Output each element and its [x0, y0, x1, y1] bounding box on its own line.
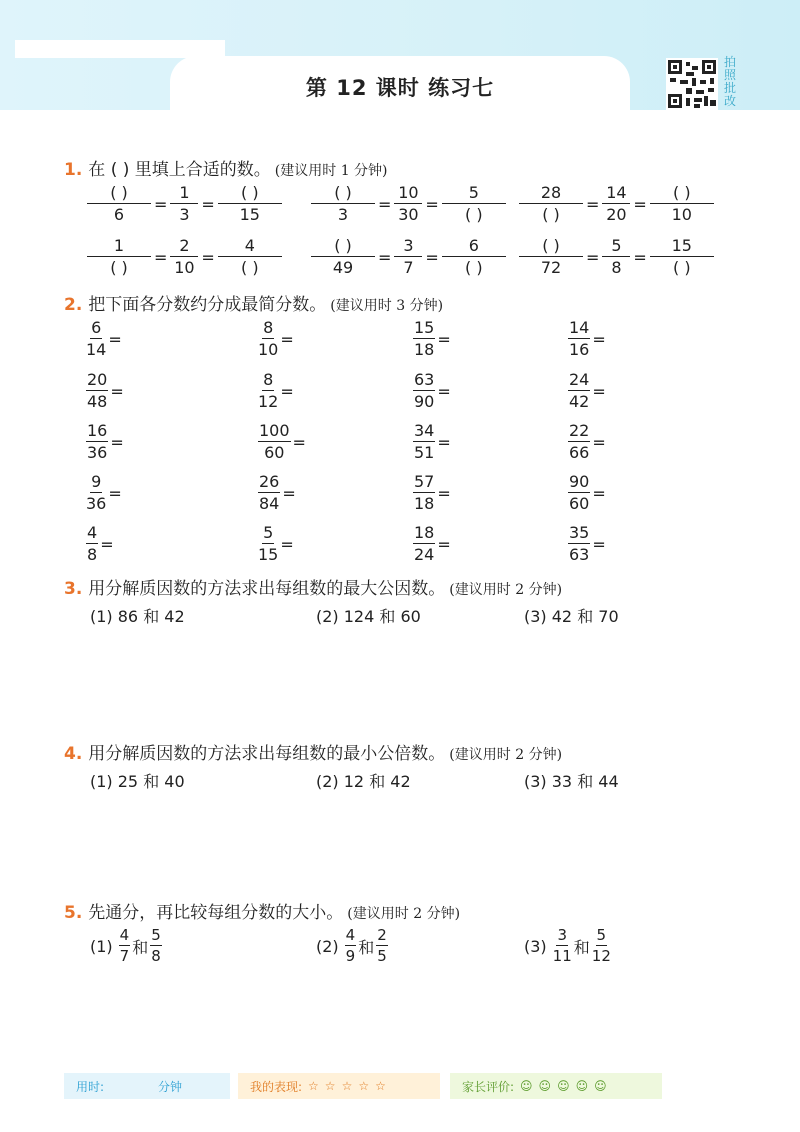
- equals-sign: =: [586, 247, 600, 267]
- question-text: 把下面各分数约分成最简分数。: [88, 295, 327, 315]
- denominator: ( ): [110, 258, 128, 277]
- denominator: 18: [414, 340, 435, 359]
- fraction: [603, 238, 629, 276]
- equals-sign: =: [378, 194, 392, 214]
- equals-sign: =: [437, 534, 451, 554]
- numerator: 3: [394, 238, 422, 257]
- denominator: ( ): [542, 205, 560, 224]
- fraction: [258, 423, 291, 461]
- fraction: [312, 238, 374, 276]
- numerator: ( ): [311, 238, 375, 257]
- scan-char: 改: [723, 94, 736, 108]
- equals-sign: =: [154, 247, 168, 267]
- denominator: 18: [414, 494, 435, 513]
- page-title: 第 12 课时 练习七: [305, 76, 495, 100]
- fraction-equation: [312, 238, 505, 276]
- equals-sign: =: [280, 534, 294, 554]
- and-word: 和: [132, 937, 149, 957]
- equals-sign: =: [592, 329, 606, 349]
- fraction: [171, 185, 197, 223]
- fraction: [568, 474, 590, 512]
- smiley-rating-icon[interactable]: ☺☺☺☺☺: [520, 1079, 613, 1093]
- denominator: 84: [259, 494, 280, 513]
- equals-sign: =: [108, 483, 122, 503]
- reduce-item: [258, 423, 306, 461]
- compare-item: [316, 928, 388, 964]
- compare-item: [90, 928, 162, 964]
- denominator: 15: [258, 545, 279, 564]
- fraction: [395, 185, 421, 223]
- denominator: ( ): [241, 258, 259, 277]
- equals-sign: =: [378, 247, 392, 267]
- denominator: 3: [179, 205, 190, 224]
- fraction: [520, 185, 582, 223]
- denominator: 49: [332, 258, 354, 277]
- fraction: [603, 185, 629, 223]
- numerator: 16: [87, 421, 108, 440]
- numerator: 90: [569, 472, 590, 491]
- denominator: 36: [86, 494, 107, 513]
- numerator: 3: [557, 926, 567, 944]
- numerator: 4: [218, 238, 282, 257]
- fraction: [86, 474, 106, 512]
- numerator: ( ): [87, 185, 151, 204]
- equals-sign: =: [592, 483, 606, 503]
- equals-sign: =: [437, 381, 451, 401]
- time-unit: 分钟: [158, 1079, 183, 1094]
- equals-sign: =: [282, 483, 296, 503]
- fraction: [219, 238, 281, 276]
- scan-correct-label: [722, 56, 738, 108]
- q4-item-3: (3) 33 和 44: [524, 772, 619, 791]
- numerator: 15: [414, 318, 435, 337]
- denominator: ( ): [465, 205, 483, 224]
- fraction: [258, 372, 278, 410]
- and-word: 和: [358, 937, 375, 957]
- reduce-item: [413, 423, 451, 461]
- numerator: 100: [259, 421, 290, 440]
- numerator: 6: [442, 238, 506, 257]
- denominator: 12: [591, 947, 611, 965]
- scan-char: 照: [723, 68, 736, 82]
- numerator: ( ): [650, 185, 714, 204]
- numerator: 4: [87, 523, 98, 542]
- numerator: 35: [569, 523, 590, 542]
- question-4: [64, 739, 562, 764]
- fraction: [171, 238, 197, 276]
- question-number: 5.: [64, 903, 83, 923]
- q3-item-3: (3) 42 和 70: [524, 607, 619, 626]
- fraction: [119, 928, 131, 964]
- time-hint: (建议用时 3 分钟): [330, 298, 444, 314]
- numerator: 1: [87, 238, 151, 257]
- equals-sign: =: [201, 247, 215, 267]
- numerator: 24: [569, 370, 590, 389]
- question-text: 先通分，再比较每组分数的大小。: [88, 903, 344, 923]
- numerator: 9: [91, 472, 102, 491]
- reduce-item: [568, 474, 606, 512]
- numerator: 22: [569, 421, 590, 440]
- equals-sign: =: [437, 483, 451, 503]
- equals-sign: =: [586, 194, 600, 214]
- equals-sign: =: [592, 534, 606, 554]
- fraction: [651, 238, 713, 276]
- denominator: 72: [540, 258, 562, 277]
- numerator: 28: [519, 185, 583, 204]
- reduce-item: [86, 474, 122, 512]
- numerator: 8: [263, 370, 274, 389]
- denominator: 60: [569, 494, 590, 513]
- fraction: [520, 238, 582, 276]
- question-number: 1.: [64, 160, 83, 180]
- equals-sign: =: [280, 381, 294, 401]
- numerator: 63: [414, 370, 435, 389]
- numerator: 14: [569, 318, 590, 337]
- question-text: 用分解质因数的方法求出每组数的最大公因数。: [88, 579, 446, 599]
- numerator: 20: [87, 370, 108, 389]
- q4-item-1: (1) 25 和 40: [90, 772, 185, 791]
- compare-item: [524, 928, 611, 964]
- denominator: ( ): [465, 258, 483, 277]
- reduce-item: [258, 525, 294, 563]
- denominator: 24: [414, 545, 435, 564]
- denominator: 51: [414, 443, 435, 462]
- denominator: 7: [403, 258, 414, 277]
- numerator: 57: [414, 472, 435, 491]
- numerator: 4: [345, 926, 356, 944]
- denominator: 20: [606, 205, 627, 224]
- denominator: ( ): [673, 258, 691, 277]
- reduce-item: [86, 372, 124, 410]
- equals-sign: =: [110, 381, 124, 401]
- reduce-item: [86, 525, 114, 563]
- denominator: 10: [174, 258, 195, 277]
- denominator: 5: [377, 947, 387, 965]
- denominator: 3: [337, 205, 349, 224]
- numerator: 1: [170, 185, 198, 204]
- denominator: 36: [87, 443, 108, 462]
- reduce-item: [568, 372, 606, 410]
- denominator: 6: [113, 205, 125, 224]
- numerator: ( ): [311, 185, 375, 204]
- denominator: 63: [569, 545, 590, 564]
- fraction: [443, 185, 505, 223]
- denominator: 12: [258, 392, 279, 411]
- question-1: [64, 155, 388, 180]
- parent-review-label: 家长评价:: [462, 1079, 515, 1094]
- reduce-item: [568, 525, 606, 563]
- question-number: 2.: [64, 295, 83, 315]
- equals-sign: =: [292, 432, 306, 452]
- reduce-item: [568, 320, 606, 358]
- reduce-item: [258, 474, 296, 512]
- denominator: 9: [345, 947, 356, 965]
- question-text: 用分解质因数的方法求出每组数的最小公倍数。: [88, 744, 446, 764]
- reduce-item: [568, 423, 606, 461]
- equals-sign: =: [592, 381, 606, 401]
- numerator: 5: [442, 185, 506, 204]
- fraction: [592, 928, 611, 964]
- time-hint: (建议用时 2 分钟): [449, 747, 563, 763]
- fraction: [413, 423, 435, 461]
- fraction-equation: [88, 238, 281, 276]
- fraction: [395, 238, 421, 276]
- reduce-item: [86, 423, 124, 461]
- star-rating-icon[interactable]: ☆☆☆☆☆: [308, 1079, 392, 1093]
- denominator: 14: [86, 340, 107, 359]
- question-2: [64, 290, 443, 315]
- fraction: [258, 525, 278, 563]
- q3-item-2: (2) 124 和 60: [316, 607, 421, 626]
- denominator: 8: [611, 258, 622, 277]
- time-hint: (建议用时 2 分钟): [347, 906, 461, 922]
- fraction: [413, 320, 435, 358]
- equals-sign: =: [425, 247, 439, 267]
- denominator: 30: [398, 205, 419, 224]
- fraction: [86, 372, 108, 410]
- numerator: 2: [170, 238, 198, 257]
- and-word: 和: [573, 937, 590, 957]
- denominator: 48: [87, 392, 108, 411]
- fraction: [568, 320, 590, 358]
- equals-sign: =: [154, 194, 168, 214]
- numerator: 10: [394, 185, 422, 204]
- question-number: 3.: [64, 579, 83, 599]
- equals-sign: =: [592, 432, 606, 452]
- numerator: 8: [263, 318, 274, 337]
- numerator: 5: [596, 926, 607, 944]
- equals-sign: =: [425, 194, 439, 214]
- time-hint: (建议用时 1 分钟): [274, 163, 388, 179]
- denominator: 8: [151, 947, 161, 965]
- performance-label: 我的表现:: [250, 1079, 303, 1094]
- numerator: 26: [259, 472, 280, 491]
- footer-performance: [238, 1073, 440, 1099]
- reduce-item: [413, 525, 451, 563]
- fraction: [86, 525, 98, 563]
- reduce-item: [413, 372, 451, 410]
- fraction: [150, 928, 162, 964]
- numerator: 6: [91, 318, 102, 337]
- fraction: [258, 474, 280, 512]
- denominator: 90: [414, 392, 435, 411]
- q3-item-1: (1) 86 和 42: [90, 607, 185, 626]
- fraction: [86, 423, 108, 461]
- numerator: 5: [263, 523, 274, 542]
- denominator: 16: [569, 340, 590, 359]
- fraction: [568, 423, 590, 461]
- denominator: 7: [119, 947, 130, 965]
- numerator: 15: [650, 238, 714, 257]
- item-label: (3): [524, 936, 547, 956]
- fraction: [258, 320, 278, 358]
- scan-char: 批: [723, 81, 736, 95]
- numerator: 34: [414, 421, 435, 440]
- q4-item-2: (2) 12 和 42: [316, 772, 411, 791]
- equals-sign: =: [100, 534, 114, 554]
- numerator: 4: [119, 926, 130, 944]
- item-label: (2): [316, 936, 339, 956]
- fraction: [568, 525, 590, 563]
- fraction: [88, 238, 150, 276]
- fraction: [413, 474, 435, 512]
- numerator: 5: [151, 926, 161, 944]
- equals-sign: =: [437, 432, 451, 452]
- equals-sign: =: [201, 194, 215, 214]
- time-label: 用时:: [76, 1079, 105, 1094]
- question-5: [64, 898, 460, 923]
- denominator: 66: [569, 443, 590, 462]
- footer-time: [64, 1073, 230, 1099]
- numerator: 2: [377, 926, 387, 944]
- fraction: [312, 185, 374, 223]
- fraction: [443, 238, 505, 276]
- footer-parent-review: [450, 1073, 662, 1099]
- denominator: 60: [264, 443, 285, 462]
- fraction: [345, 928, 357, 964]
- numerator: ( ): [519, 238, 583, 257]
- scan-char: 拍: [723, 55, 736, 69]
- qr-code-icon[interactable]: [666, 58, 718, 110]
- denominator: 15: [239, 205, 260, 224]
- fraction-equation: [520, 185, 713, 223]
- equals-sign: =: [280, 329, 294, 349]
- reduce-item: [413, 474, 451, 512]
- question-3: [64, 574, 562, 599]
- time-hint: (建议用时 2 分钟): [449, 582, 563, 598]
- numerator: 14: [602, 185, 630, 204]
- fraction: [553, 928, 572, 964]
- fraction: [219, 185, 281, 223]
- fraction: [88, 185, 150, 223]
- denominator: 10: [258, 340, 279, 359]
- equals-sign: =: [437, 329, 451, 349]
- numerator: 18: [414, 523, 435, 542]
- fraction: [86, 320, 106, 358]
- reduce-item: [258, 320, 294, 358]
- numerator: ( ): [218, 185, 282, 204]
- denominator: 8: [87, 545, 98, 564]
- item-label: (1): [90, 936, 113, 956]
- reduce-item: [86, 320, 122, 358]
- equals-sign: =: [633, 194, 647, 214]
- fraction: [413, 525, 435, 563]
- denominator: 11: [552, 947, 572, 965]
- fraction: [568, 372, 590, 410]
- denominator: 10: [671, 205, 692, 224]
- question-number: 4.: [64, 744, 83, 764]
- fraction: [376, 928, 388, 964]
- equals-sign: =: [108, 329, 122, 349]
- denominator: 42: [569, 392, 590, 411]
- equals-sign: =: [110, 432, 124, 452]
- fraction-equation: [520, 238, 713, 276]
- fraction: [651, 185, 713, 223]
- fraction-equation: [88, 185, 281, 223]
- fraction-equation: [312, 185, 505, 223]
- numerator: 5: [602, 238, 630, 257]
- fraction: [413, 372, 435, 410]
- equals-sign: =: [633, 247, 647, 267]
- reduce-item: [258, 372, 294, 410]
- reduce-item: [413, 320, 451, 358]
- question-text: 在 ( ) 里填上合适的数。: [88, 160, 271, 180]
